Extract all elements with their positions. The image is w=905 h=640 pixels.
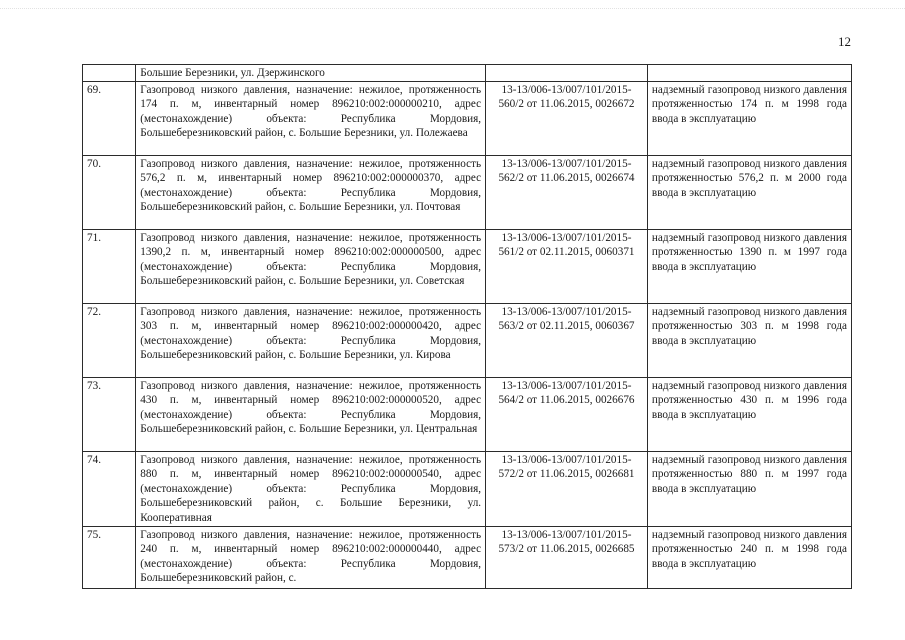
object-description-cell: Газопровод низкого давления, назначение: нежилое, протяженность 576,2 п. м, инвентарный номер 896210:002:000000370, адрес (местонахождение) объекта: Республика Мордовия, Большеберезниковский район, с. Большие Березники, ул. Почтовая [136,155,486,229]
note-cell: надземный газопровод низкого давления протяженностью 430 п. м 1996 года ввода в эксплуатацию [647,377,851,451]
registration-cell: 13-13/006-13/007/101/2015-560/2 от 11.06.2015, 0026672 [486,81,648,155]
registration-cell: 13-13/006-13/007/101/2015-564/2 от 11.06.2015, 0026676 [486,377,648,451]
table-row [83,155,852,229]
object-description-cell: Газопровод низкого давления, назначение: нежилое, протяженность 1390,2 п. м, инвентарный номер 896210:002:000000500, адрес (местонахождение) объекта: Республика Мордовия, Большеберезниковский район, с. Большие Березники, ул. Советская [136,229,486,303]
property-register-table [82,64,852,589]
note-cell: надземный газопровод низкого давления протяженностью 174 п. м 1998 года ввода в эксплуатацию [647,81,851,155]
registration-cell: 13-13/006-13/007/101/2015-562/2 от 11.06.2015, 0026674 [486,155,648,229]
registration-cell: 13-13/006-13/007/101/2015-573/2 от 11.06.2015, 0026685 [486,526,648,588]
note-cell: надземный газопровод низкого давления протяженностью 576,2 п. м 2000 года ввода в эксплуатацию [647,155,851,229]
note-cell: надземный газопровод низкого давления протяженностью 1390 п. м 1997 года ввода в эксплуатацию [647,229,851,303]
row-number-cell: 72. [83,303,136,377]
page-number: 12 [838,34,851,49]
table-row [83,526,852,588]
note-cell [647,65,851,82]
note-cell: надземный газопровод низкого давления протяженностью 240 п. м 1998 года ввода в эксплуатацию [647,526,851,588]
table-row [83,81,852,155]
object-description-cell: Большие Березники, ул. Дзержинского [136,65,486,82]
registration-cell: 13-13/006-13/007/101/2015-561/2 от 02.11.2015, 0060371 [486,229,648,303]
table-row [83,229,852,303]
object-description-cell: Газопровод низкого давления, назначение: нежилое, протяженность 880 п. м, инвентарный номер 896210:002:000000540, адрес (местонахождение) объекта: Республика Мордовия, Большеберезниковский район, с. Большие Березники, ул. Кооперативная [136,451,486,526]
row-number-cell: 73. [83,377,136,451]
note-cell: надземный газопровод низкого давления протяженностью 880 п. м 1997 года ввода в эксплуатацию [647,451,851,526]
row-number-cell: 69. [83,81,136,155]
object-description-cell: Газопровод низкого давления, назначение: нежилое, протяженность 240 п. м, инвентарный номер 896210:002:000000440, адрес (местонахождение) объекта: Республика Мордовия, Большеберезниковский район, с. [136,526,486,588]
table-row [83,451,852,526]
scan-artifact-line [0,8,905,15]
object-description-cell: Газопровод низкого давления, назначение: нежилое, протяженность 174 п. м, инвентарный номер 896210:002:000000210, адрес (местонахождение) объекта: Республика Мордовия, Большеберезниковский район, с. Большие Березники, ул. Полежаева [136,81,486,155]
registration-cell: 13-13/006-13/007/101/2015-563/2 от 02.11.2015, 0060367 [486,303,648,377]
table-row [83,303,852,377]
row-number-cell: 70. [83,155,136,229]
object-description-cell: Газопровод низкого давления, назначение: нежилое, протяженность 303 п. м, инвентарный номер 896210:002:000000420, адрес (местонахождение) объекта: Республика Мордовия, Большеберезниковский район, с. Большие Березники, ул. Кирова [136,303,486,377]
row-number-cell: 75. [83,526,136,588]
row-number-cell: 74. [83,451,136,526]
registration-cell [486,65,648,82]
table-row-continuation [83,65,852,82]
table-row [83,377,852,451]
registration-cell: 13-13/006-13/007/101/2015-572/2 от 11.06.2015, 0026681 [486,451,648,526]
row-number-cell [83,65,136,82]
row-number-cell: 71. [83,229,136,303]
note-cell: надземный газопровод низкого давления протяженностью 303 п. м 1998 года ввода в эксплуатацию [647,303,851,377]
object-description-cell: Газопровод низкого давления, назначение: нежилое, протяженность 430 п. м, инвентарный номер 896210:002:000000520, адрес (местонахождение) объекта: Республика Мордовия, Большеберезниковский район, с. Большие Березники, ул. Центральная [136,377,486,451]
